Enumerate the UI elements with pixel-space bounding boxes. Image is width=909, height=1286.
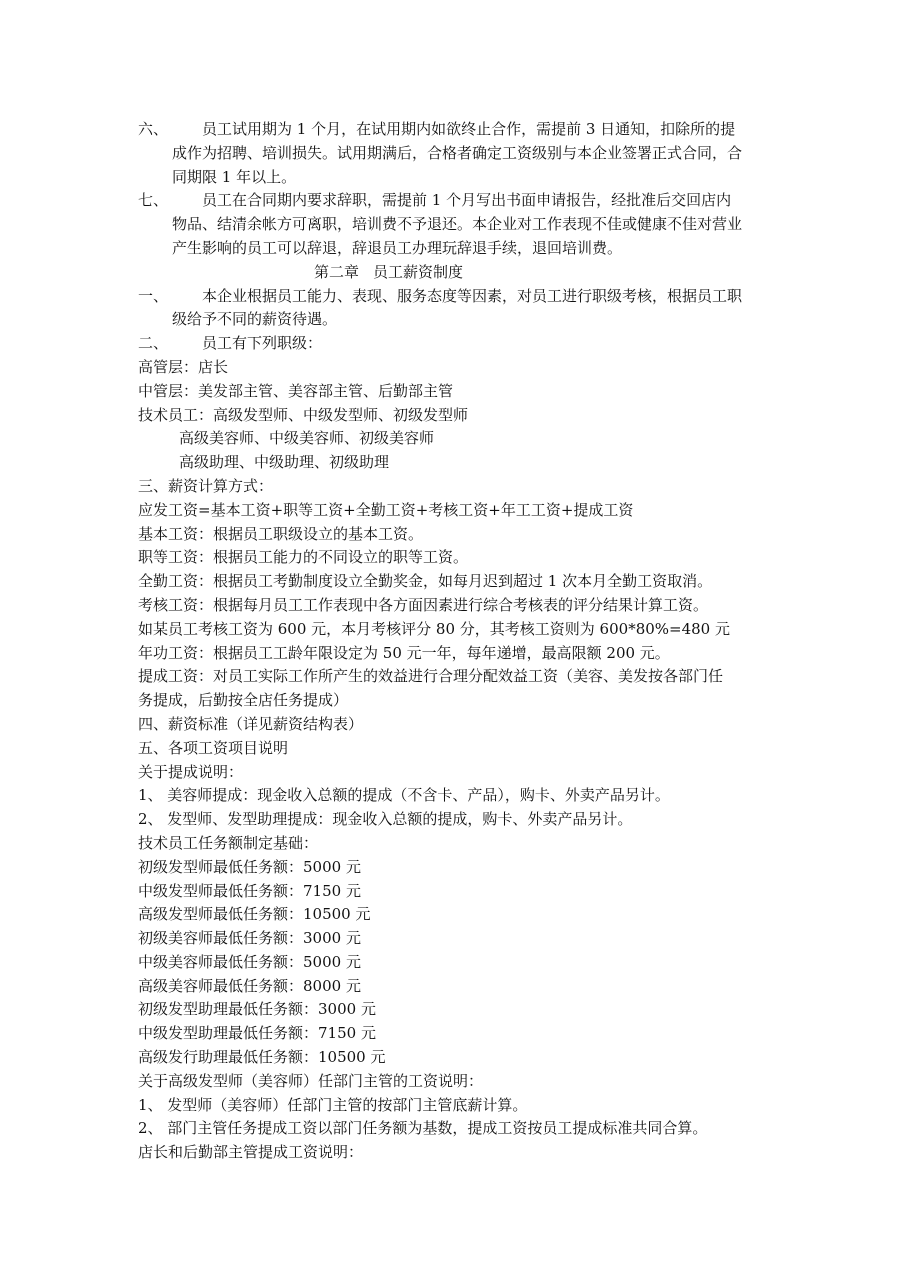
text-line: 三、薪资计算方式： bbox=[138, 476, 274, 495]
level-tech: 技术员工：高级发型师、中级发型师、初级发型师 bbox=[138, 405, 469, 424]
chapter-name: 员工薪资制度 bbox=[373, 262, 464, 281]
clause-number: 二、 bbox=[138, 334, 169, 353]
text-line: 1、 发型师（美容师）任部门主管的按部门主管底薪计算。 bbox=[138, 1095, 528, 1114]
text-line: 提成工资：对员工实际工作所产生的效益进行合理分配效益工资（美容、美发按各部门任 bbox=[138, 667, 724, 686]
text-line: 四、薪资标准（详见薪资结构表） bbox=[138, 714, 364, 733]
clauses-section-two bbox=[138, 285, 778, 356]
text-line: 1、 美容师提成：现金收入总额的提成（不含卡、产品），购卡、外卖产品另计。 bbox=[138, 786, 670, 805]
text-line: 初级发型助理最低任务额：3000 元 bbox=[138, 1000, 376, 1019]
level-middle: 中管层：美发部主管、美容部主管、后勤部主管 bbox=[138, 381, 454, 400]
text-line: 如某员工考核工资为 600 元，本月考核评分 80 分，其考核工资则为 600*80%=480 元 bbox=[138, 619, 730, 638]
text-line: 技术员工任务额制定基础： bbox=[138, 833, 319, 852]
text-line: 初级美容师最低任务额：3000 元 bbox=[138, 929, 361, 948]
chapter-label: 第二章 bbox=[314, 262, 360, 281]
text-line: 务提成，后勤按全店任务提成） bbox=[138, 691, 349, 710]
text-line: 关于提成说明： bbox=[138, 762, 244, 781]
clause-line: 物品、结清余帐方可离职，培训费不予退还。本企业对工作表现不佳或健康不佳对营业 bbox=[172, 215, 743, 234]
clause-line: 员工试用期为 1 个月，在试用期内如欲终止合作，需提前 3 日通知，扣除所的提 bbox=[202, 120, 736, 138]
clause-number: 六、 bbox=[138, 120, 169, 138]
text-line: 高级发型师最低任务额：10500 元 bbox=[138, 905, 371, 924]
clause-item bbox=[138, 285, 778, 333]
clause-line: 级给予不同的薪资待遇。 bbox=[172, 310, 338, 329]
salary-details bbox=[138, 475, 778, 1165]
text-line: 关于高级发型师（美容师）任部门主管的工资说明： bbox=[138, 1071, 484, 1090]
text-line: 中级美容师最低任务额：5000 元 bbox=[138, 952, 361, 971]
text-line: 中级发型助理最低任务额：7150 元 bbox=[138, 1024, 376, 1043]
document-body bbox=[138, 118, 778, 1165]
clause-text bbox=[172, 332, 778, 356]
clause-line: 员工有下列职级： bbox=[202, 334, 323, 353]
text-line: 高级发行助理最低任务额：10500 元 bbox=[138, 1048, 386, 1067]
text-line: 全勤工资：根据员工考勤制度设立全勤奖金，如每月迟到超过 1 次本月全勤工资取消。 bbox=[138, 572, 713, 591]
text-line: 年功工资：根据员工工龄年限设定为 50 元一年，每年递增，最高限额 200 元。 bbox=[138, 643, 670, 662]
clause-text bbox=[172, 118, 778, 189]
level-tech-beauty: 高级美容师、中级美容师、初级美容师 bbox=[179, 429, 435, 448]
chapter-title bbox=[138, 261, 778, 285]
text-line: 初级发型师最低任务额：5000 元 bbox=[138, 857, 361, 876]
text-line: 2、 部门主管任务提成工资以部门任务额为基数，提成工资按员工提成标准共同合算。 bbox=[138, 1119, 708, 1138]
clause-line: 产生影响的员工可以辞退，辞退员工办理玩辞退手续，退回培训费。 bbox=[172, 238, 623, 257]
clause-line: 员工在合同期内要求辞职，需提前 1 个月写出书面申请报告，经批准后交回店内 bbox=[202, 191, 732, 210]
text-line: 应发工资=基本工资+职等工资+全勤工资+考核工资+年工工资+提成工资 bbox=[138, 500, 634, 519]
clause-text bbox=[172, 189, 778, 260]
clause-line: 本企业根据员工能力、表现、服务态度等因素，对员工进行职级考核，根据员工职 bbox=[202, 286, 743, 305]
level-senior: 高管层：店长 bbox=[138, 357, 229, 376]
text-line: 职等工资：根据员工能力的不同设立的职等工资。 bbox=[138, 548, 469, 567]
clause-item bbox=[138, 118, 778, 189]
clause-text bbox=[172, 285, 778, 333]
clause-line: 同期限 1 年以上。 bbox=[172, 167, 297, 186]
clause-number: 七、 bbox=[138, 191, 169, 210]
clause-item bbox=[138, 332, 778, 356]
text-line: 2、 发型师、发型助理提成：现金收入总额的提成，购卡、外卖产品另计。 bbox=[138, 810, 633, 829]
text-line: 考核工资：根据每月员工工作表现中各方面因素进行综合考核表的评分结果计算工资。 bbox=[138, 595, 709, 614]
text-line: 高级美容师最低任务额：8000 元 bbox=[138, 976, 361, 995]
clauses-section-one bbox=[138, 118, 778, 261]
text-line: 店长和后勤部主管提成工资说明： bbox=[138, 1143, 364, 1162]
text-line: 基本工资：根据员工职级设立的基本工资。 bbox=[138, 524, 424, 543]
level-tech-assist: 高级助理、中级助理、初级助理 bbox=[179, 453, 390, 472]
clause-item bbox=[138, 189, 778, 260]
text-line: 中级发型师最低任务额：7150 元 bbox=[138, 881, 361, 900]
clause-line: 成作为招聘、培训损失。试用期满后，合格者确定工资级别与本企业签署正式合同，合 bbox=[172, 143, 743, 162]
text-line: 五、各项工资项目说明 bbox=[138, 738, 289, 757]
clause-number: 一、 bbox=[138, 286, 169, 305]
